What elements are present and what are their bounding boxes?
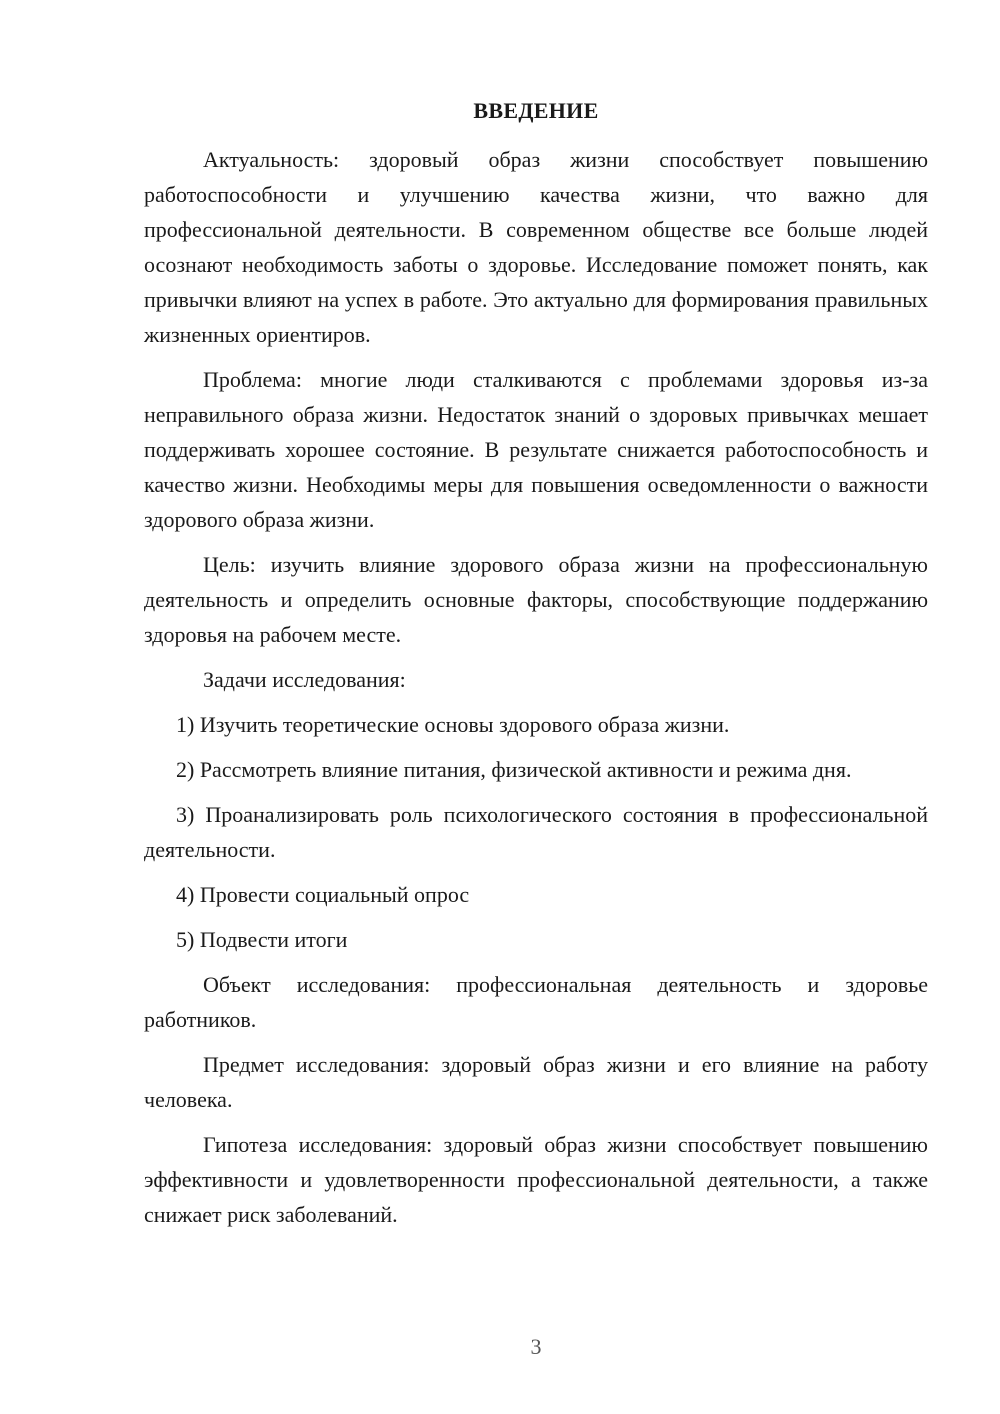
- task-item-4: 4) Провести социальный опрос: [176, 882, 470, 907]
- tasks-heading: Задачи исследования:: [203, 667, 406, 692]
- paragraph-hypothesis: Гипотеза исследования: здоровый образ жизни способствует повышению эффективности и удовлетворенности профессиональной деятельности, а также снижает риск заболеваний.: [144, 1132, 928, 1227]
- page-title: ВВЕДЕНИЕ: [473, 98, 599, 123]
- paragraph-problem: Проблема: многие люди сталкиваются с проблемами здоровья из-за неправильного образа жизни. Недостаток знаний о здоровых привычках мешает поддерживать хорошее состояние. В результате снижается работоспособность и качество жизни. Необходимы меры для повышения осведомленности о важности здорового образа жизни.: [144, 367, 928, 532]
- paragraph-subject: Предмет исследования: здоровый образ жизни и его влияние на работу человека.: [144, 1052, 928, 1112]
- task-item-1: 1) Изучить теоретические основы здорового образа жизни.: [176, 712, 730, 737]
- paragraph-goal: Цель: изучить влияние здорового образа жизни на профессиональную деятельность и определить основные факторы, способствующие поддержанию здоровья на рабочем месте.: [144, 552, 928, 647]
- task-item-2: 2) Рассмотреть влияние питания, физической активности и режима дня.: [176, 757, 852, 782]
- paragraph-relevance: Актуальность: здоровый образ жизни способствует повышению работоспособности и улучшению качества жизни, что важно для профессиональной деятельности. В современном обществе все больше людей осознают необходимость заботы о здоровье. Исследование поможет понять, как привычки влияют на успех в работе. Это актуально для формирования правильных жизненных ориентиров.: [144, 147, 928, 347]
- page-number: 3: [530, 1334, 542, 1359]
- task-item-3: 3) Проанализировать роль психологического состояния в профессиональной деятельности.: [144, 802, 928, 862]
- task-item-5: 5) Подвести итоги: [176, 927, 348, 952]
- paragraph-object: Объект исследования: профессиональная деятельность и здоровье работников.: [144, 972, 928, 1032]
- page-content: [144, 96, 928, 1242]
